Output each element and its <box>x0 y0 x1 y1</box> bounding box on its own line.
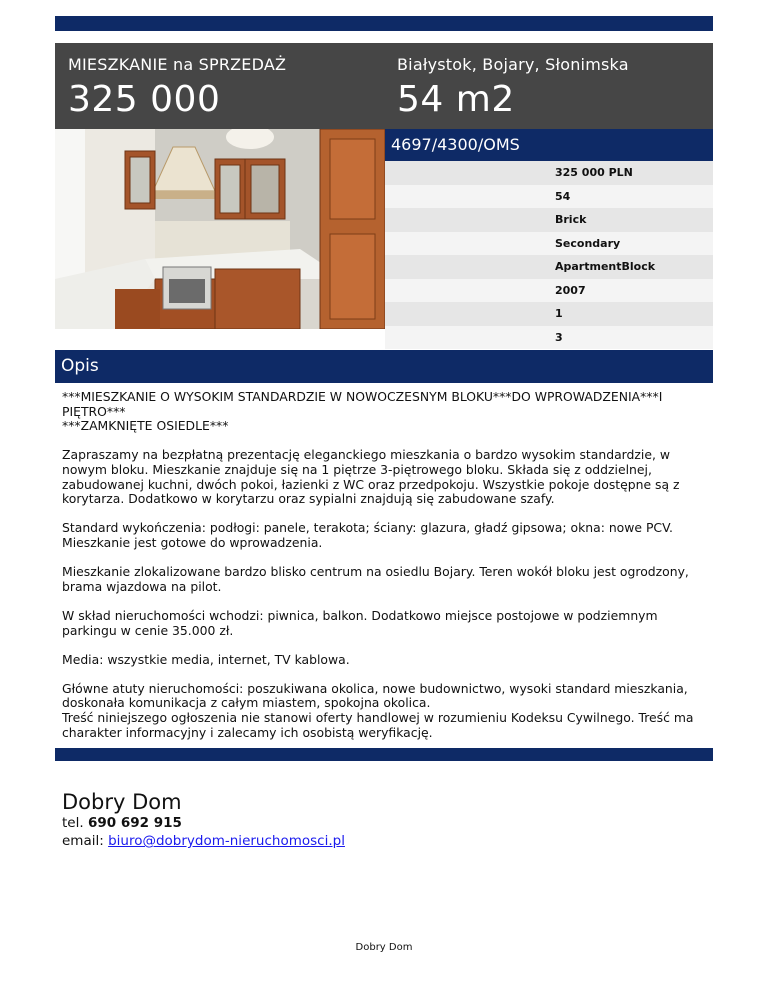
location: Białystok, Bojary, Słonimska <box>397 55 629 74</box>
param-row-market: Secondary <box>385 232 713 256</box>
description-paragraph: Mieszkanie zlokalizowane bardzo blisko centrum na osiedlu Bojary. Teren wokół bloku jest ogrodzony, brama wjazdowa na pilot. <box>62 564 689 594</box>
param-row-area: 54 <box>385 185 713 209</box>
param-row-year: 2007 <box>385 279 713 303</box>
offer-type: MIESZKANIE na SPRZEDAŻ <box>68 55 287 74</box>
area: 54 m2 <box>397 79 515 120</box>
phone-label: tel. <box>62 815 84 831</box>
description-paragraph: Media: wszystkie media, internet, TV kablowa. <box>62 651 350 667</box>
description-heading: Opis <box>55 350 713 383</box>
email-label: email: <box>62 833 104 849</box>
description-paragraph: Zapraszamy na bezpłatną prezentację eleganckiego mieszkania o bardzo wysokim standardzie, w nowym bloku. Mieszkanie znajduje się na 1 piętrze 3-piętrowego bloku. Składa się z oddzielnej, zabudowanej kuchni, dwóch pokoi, łazienki z WC oraz przedpokoju. Wszystkie pokoje dostępne są z korytarza. Dodatkowo w korytarzu oraz sypialni znajdują się zabudowane szafy. <box>62 447 680 507</box>
company-name: Dobry Dom <box>62 790 182 814</box>
description-paragraph: Standard wykończenia: podłogi: panele, terakota; ściany: glazura, gładź gipsowa; okna: nowe PCV. Mieszkanie jest gotowe do wprowadzenia. <box>62 520 673 550</box>
param-row-floors-total: 3 <box>385 326 713 350</box>
property-photo <box>55 129 385 329</box>
header-right <box>397 55 629 121</box>
email-link[interactable]: biuro@dobrydom-nieruchomosci.pl <box>108 833 345 849</box>
listing-reference: 4697/4300/OMS <box>385 129 713 161</box>
param-row-price: 325 000 PLN <box>385 161 713 185</box>
top-divider-bar <box>55 16 713 31</box>
param-row-building-type: ApartmentBlock <box>385 255 713 279</box>
description-paragraph: ***MIESZKANIE O WYSOKIM STANDARDZIE W NOWOCZESNYM BLOKU***DO WPROWADZENIA***I PIĘTRO*** ***ZAMKNIĘTE OSIEDLE*** <box>62 389 663 434</box>
bottom-divider-bar <box>55 748 713 761</box>
description-body <box>62 390 710 755</box>
description-paragraph: W skład nieruchomości wchodzi: piwnica, balkon. Dodatkowo miejsce postojowe w podziemnym parkingu w cenie 35.000 zł. <box>62 607 658 638</box>
page-footer: Dobry Dom <box>355 942 413 953</box>
param-row-material: Brick <box>385 208 713 232</box>
phone-number: 690 692 915 <box>87 815 182 831</box>
email-line <box>62 832 345 850</box>
description-paragraph: Główne atuty nieruchomości: poszukiwana okolica, nowe budownictwo, wysoki standard mieszkania, doskonała komunikacja z całym miastem, spokojna okolica. Treść niniejszego ogłoszenia nie stanowi oferty handlowej w rozumieniu Kodeksu Cywilnego. Treść ma charakter informacyjny i zalecamy ich osobistą weryfikację. <box>62 680 694 740</box>
params-table <box>385 161 713 349</box>
phone-line <box>62 814 345 832</box>
contact-block <box>62 790 345 850</box>
kitchen-photo-illustration <box>55 129 385 329</box>
listing-header <box>55 43 713 129</box>
header-left <box>68 55 286 121</box>
param-row-floor: 1 <box>385 302 713 326</box>
price: 325 000 <box>68 79 221 120</box>
